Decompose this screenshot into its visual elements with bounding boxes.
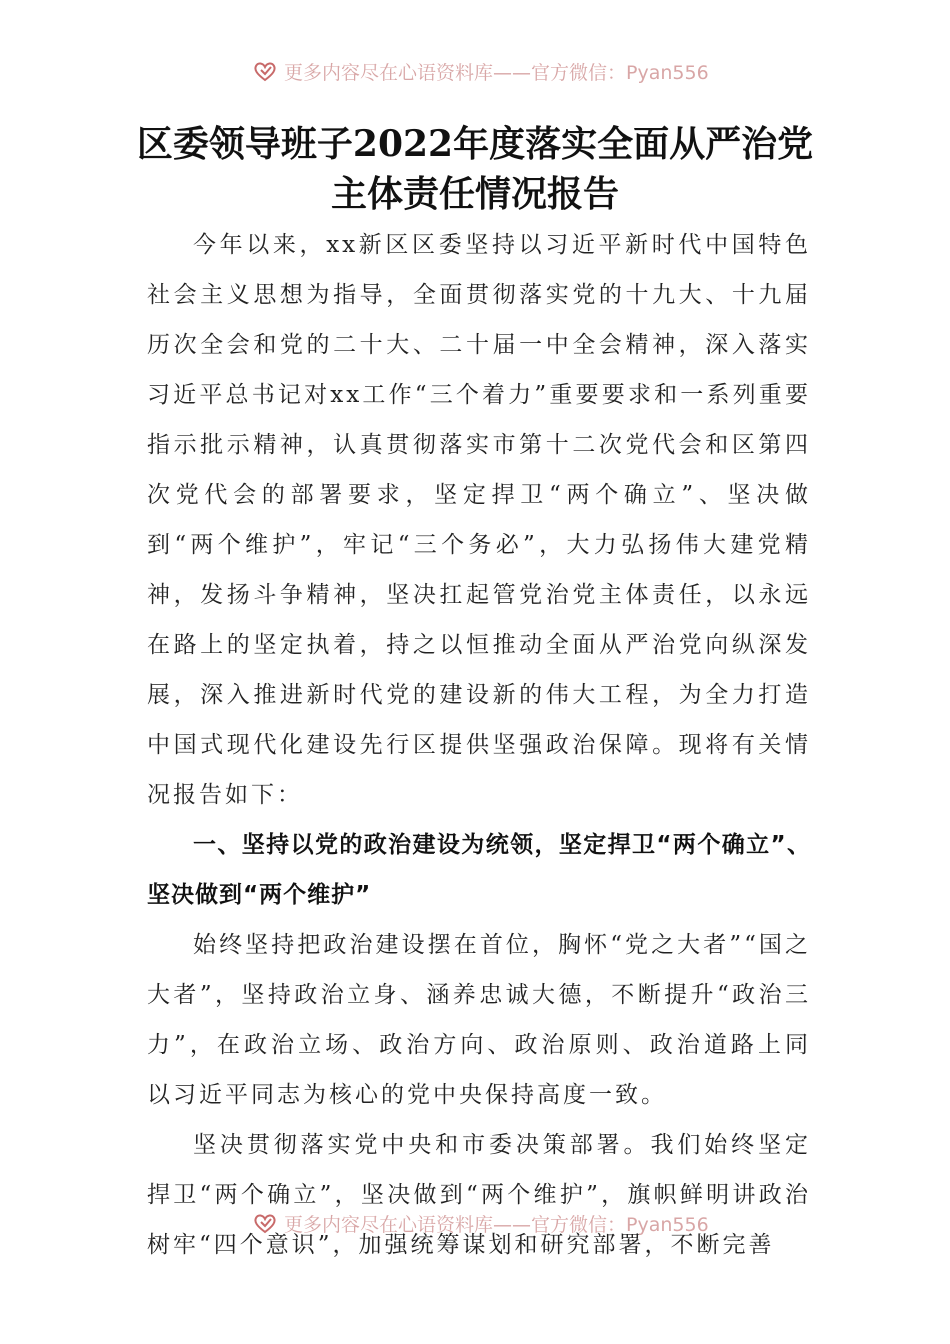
document-title-line2: 主体责任情况报告 bbox=[330, 173, 619, 215]
watermark-text: 更多内容尽在心语资料库——官方微信：Pyan556 bbox=[284, 1213, 709, 1236]
section1-heading: 一、坚持以党的政治建设为统领，坚定捍卫“两个确立”、坚决做到“两个维护” bbox=[147, 832, 811, 908]
document-body bbox=[147, 220, 811, 1270]
document-title-line1: 区委领导班子2022年度落实全面从严治党 bbox=[136, 123, 814, 165]
section1-paragraph-2: 坚决贯彻落实党中央和市委决策部署。我们始终坚定捍卫“两个确立”，坚决做到“两个维护”，旗帜鲜明讲政治树牢“四个意识”，加强统筹谋划和研究部署，不断完善 bbox=[147, 1132, 811, 1258]
section1-paragraph-1: 始终坚持把政治建设摆在首位，胸怀“党之大者”“国之大者”，坚持政治立身、涵养忠诚大德，不断提升“政治三力”，在政治立场、政治方向、政治原则、政治道路上同以习近平同志为核心的党中央保持高度一致。 bbox=[147, 932, 811, 1108]
watermark-text: 更多内容尽在心语资料库——官方微信：Pyan556 bbox=[284, 61, 709, 84]
watermark-bottom bbox=[252, 1208, 709, 1238]
intro-paragraph: 今年以来，xx新区区委坚持以习近平新时代中国特色社会主义思想为指导，全面贯彻落实党的十九大、十九届历次全会和党的二十大、二十届一中全会精神，深入落实习近平总书记对xx工作“三个着力”重要要求和一系列重要指示批示精神，认真贯彻落实市第十二次党代会和区第四次党代会的部署要求，坚定捍卫“两个确立”、坚决做到“两个维护”，牢记“三个务必”，大力弘扬伟大建党精神，发扬斗争精神，坚决扛起管党治党主体责任，以永远在路上的坚定执着，持之以恒推动全面从严治党向纵深发展，深入推进新时代党的建设新的伟大工程，为全力打造中国式现代化建设先行区提供坚强政治保障。现将有关情况报告如下： bbox=[147, 232, 811, 808]
heart-logo-icon bbox=[252, 58, 278, 84]
watermark-top bbox=[252, 56, 709, 86]
heart-logo-icon bbox=[252, 1210, 278, 1236]
